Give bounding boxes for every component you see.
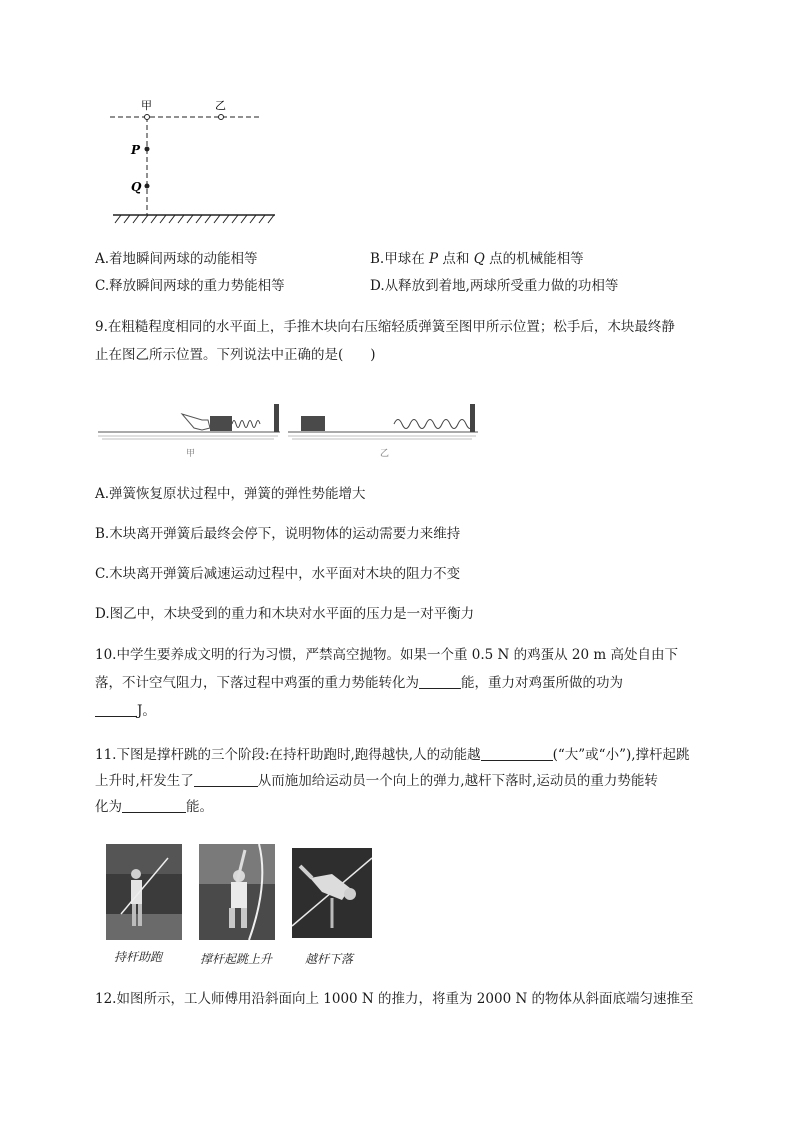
q11-line3-pre: 化为 [95, 799, 122, 815]
photo-run-up [106, 844, 182, 940]
block-yi [301, 416, 325, 431]
ground-hatching [115, 215, 274, 223]
q9-stem-line1: 9.在粗糙程度相同的水平面上，手推木块向右压缩轻质弹簧至图甲所示位置；松手后，木块最终静 [95, 319, 675, 335]
q9-stem-line2: 止在图乙所示位置。下列说法中正确的是( ) [95, 347, 376, 363]
q10-line2-post: 能，重力对鸡蛋所做的功为 [461, 675, 623, 691]
surface-jia-texture [98, 436, 278, 439]
q11-stem-line3 [95, 796, 213, 818]
point-p [145, 147, 150, 152]
ball-jia [145, 115, 150, 120]
q9-option-d[interactable]: D.图乙中，木块受到的重力和木块对水平面的压力是一对平衡力 [95, 606, 475, 622]
label-q: Q [131, 180, 142, 194]
q11-line1-pre: 11.下图是撑杆跳的三个阶段:在持杆助跑时,跑得越快,人的动能越 [95, 747, 481, 763]
q8-option-b[interactable] [370, 248, 584, 270]
q10-line2-pre: 落，不计空气阻力，下落过程中鸡蛋的重力势能转化为 [95, 675, 419, 691]
q11-blank-1[interactable] [481, 746, 553, 761]
q8-option-b-pre: B.甲球在 [370, 251, 430, 267]
q9-option-a[interactable]: A.弹簧恢复原状过程中，弹簧的弹性势能增大 [95, 486, 366, 502]
q11-blank-3[interactable] [122, 798, 186, 813]
q8-option-c[interactable]: C.释放瞬间两球的重力势能相等 [95, 278, 285, 294]
ball-drop-figure [105, 95, 285, 230]
fig-label-yi: 乙 [380, 449, 390, 459]
label-jia: 甲 [141, 99, 152, 112]
q10-stem-line2 [95, 672, 623, 694]
wall-jia [274, 404, 279, 432]
spring-jia [232, 421, 260, 428]
photo-take-off [199, 844, 275, 940]
q11-line3-post: 能。 [186, 799, 213, 815]
label-p: P [131, 143, 141, 157]
caption-over-bar: 越杆下落 [305, 952, 354, 966]
q10-blank-1[interactable] [419, 674, 461, 689]
q11-blank-2[interactable] [194, 772, 258, 787]
q8-option-b-post: 点的机械能相等 [484, 251, 584, 267]
q8-option-b-p: P [429, 251, 439, 267]
spring-yi [394, 420, 474, 429]
surface-yi-texture [288, 436, 476, 439]
q8-option-b-q: Q [473, 251, 485, 267]
q11-line1-post: (“大”或“小”),撑杆起跳 [552, 747, 690, 763]
ball-yi [219, 115, 224, 120]
q10-blank-2[interactable] [95, 702, 137, 717]
q8-option-b-mid: 点和 [438, 251, 474, 267]
q8-option-a[interactable]: A.着地瞬间两球的动能相等 [95, 251, 258, 267]
label-yi: 乙 [215, 99, 226, 112]
wall-yi [470, 404, 475, 432]
block-jia [210, 416, 232, 431]
q11-line2-post: 从而施加给运动员一个向上的弹力,越杆下落时,运动员的重力势能转 [257, 773, 658, 789]
q11-stem-line2 [95, 770, 658, 792]
q11-stem-line1 [95, 744, 690, 766]
hand-icon [182, 414, 210, 430]
q11-line2-pre: 上升时,杆发生了 [95, 773, 194, 789]
q10-stem-line3 [95, 700, 156, 722]
photo-over-bar [292, 848, 372, 938]
q10-stem-line1: 10.中学生要养成文明的行为习惯，严禁高空抛物。如果一个重 0.5 N 的鸡蛋从 20 m 高处自由下 [95, 647, 678, 663]
caption-run-up: 持杆助跑 [114, 950, 163, 964]
caption-take-off: 撑杆起跳上升 [200, 952, 273, 966]
point-q [145, 184, 150, 189]
q9-option-b[interactable]: B.木块离开弹簧后最终会停下，说明物体的运动需要力来维持 [95, 526, 461, 542]
spring-block-figure [98, 400, 488, 462]
q12-stem-line1: 12.如图所示，工人师傅用沿斜面向上 1000 N 的推力，将重为 2000 N 的物体从斜面底端匀速推至 [95, 991, 694, 1007]
q8-option-d[interactable]: D.从释放到着地,两球所受重力做的功相等 [370, 278, 619, 294]
q9-option-c[interactable]: C.木块离开弹簧后减速运动过程中，水平面对木块的阻力不变 [95, 566, 461, 582]
q10-line3-post: J。 [137, 703, 156, 719]
fig-label-jia: 甲 [186, 449, 196, 459]
